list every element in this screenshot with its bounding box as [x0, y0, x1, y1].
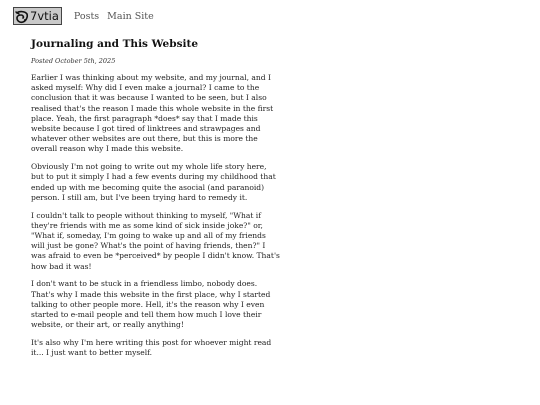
- post-paragraph-1: Earlier I was thinking about my website, and my journal, and I asked myself: Why did I even make a journal? I came to the conclusion that it was because I wanted to be seen, but I also realised that's the reason I made this whole website in the first place. Yeah, the first paragraph *does* say that I made this website because I got tired of linktrees and strawpages and whatever other websites are out there, but this is more the overall reason why I made this website.: [31, 73, 274, 154]
- site-logo[interactable]: [13, 7, 62, 25]
- post-title: Journaling and This Website: [31, 38, 199, 50]
- post-paragraph-3: I couldn't talk to people without thinking to myself, "What if they're friends with me as some kind of sick inside joke?" or, "What if, someday, I'm going to wake up and all of my friends will just be gone? What's the point of having friends, then?" I was afraid to even be *perceived* by people I didn't know. That's how bad it was!: [31, 210, 280, 271]
- nav-link-main-site[interactable]: Main Site: [107, 10, 154, 22]
- post-paragraph-5: It's also why I'm here writing this post for whoever might read it... I just want to better myself.: [31, 338, 272, 358]
- nav-link-posts[interactable]: Posts: [73, 10, 100, 22]
- site-logo-text: 7vtia: [30, 9, 59, 23]
- top-nav: [13, 7, 162, 25]
- post-paragraph-2: Obviously I'm not going to write out my whole life story here, but to put it simply I had a few events during my childhood that ended up with me becoming quite the asocial (and paranoid) person. I still am, but I've been trying hard to remedy it.: [31, 162, 276, 202]
- post-article: [31, 38, 281, 366]
- post-paragraph-4: I don't want to be stuck in a friendless limbo, nobody does. That's why I made this website in the first place, why I started talking to other people more. Hell, it's the reason why I even started to e-mail people and tell them how much I love their website, or their art, or really anything!: [31, 279, 271, 330]
- post-date: Posted October 5th, 2025: [31, 57, 116, 65]
- swirl-face-icon: [15, 9, 29, 23]
